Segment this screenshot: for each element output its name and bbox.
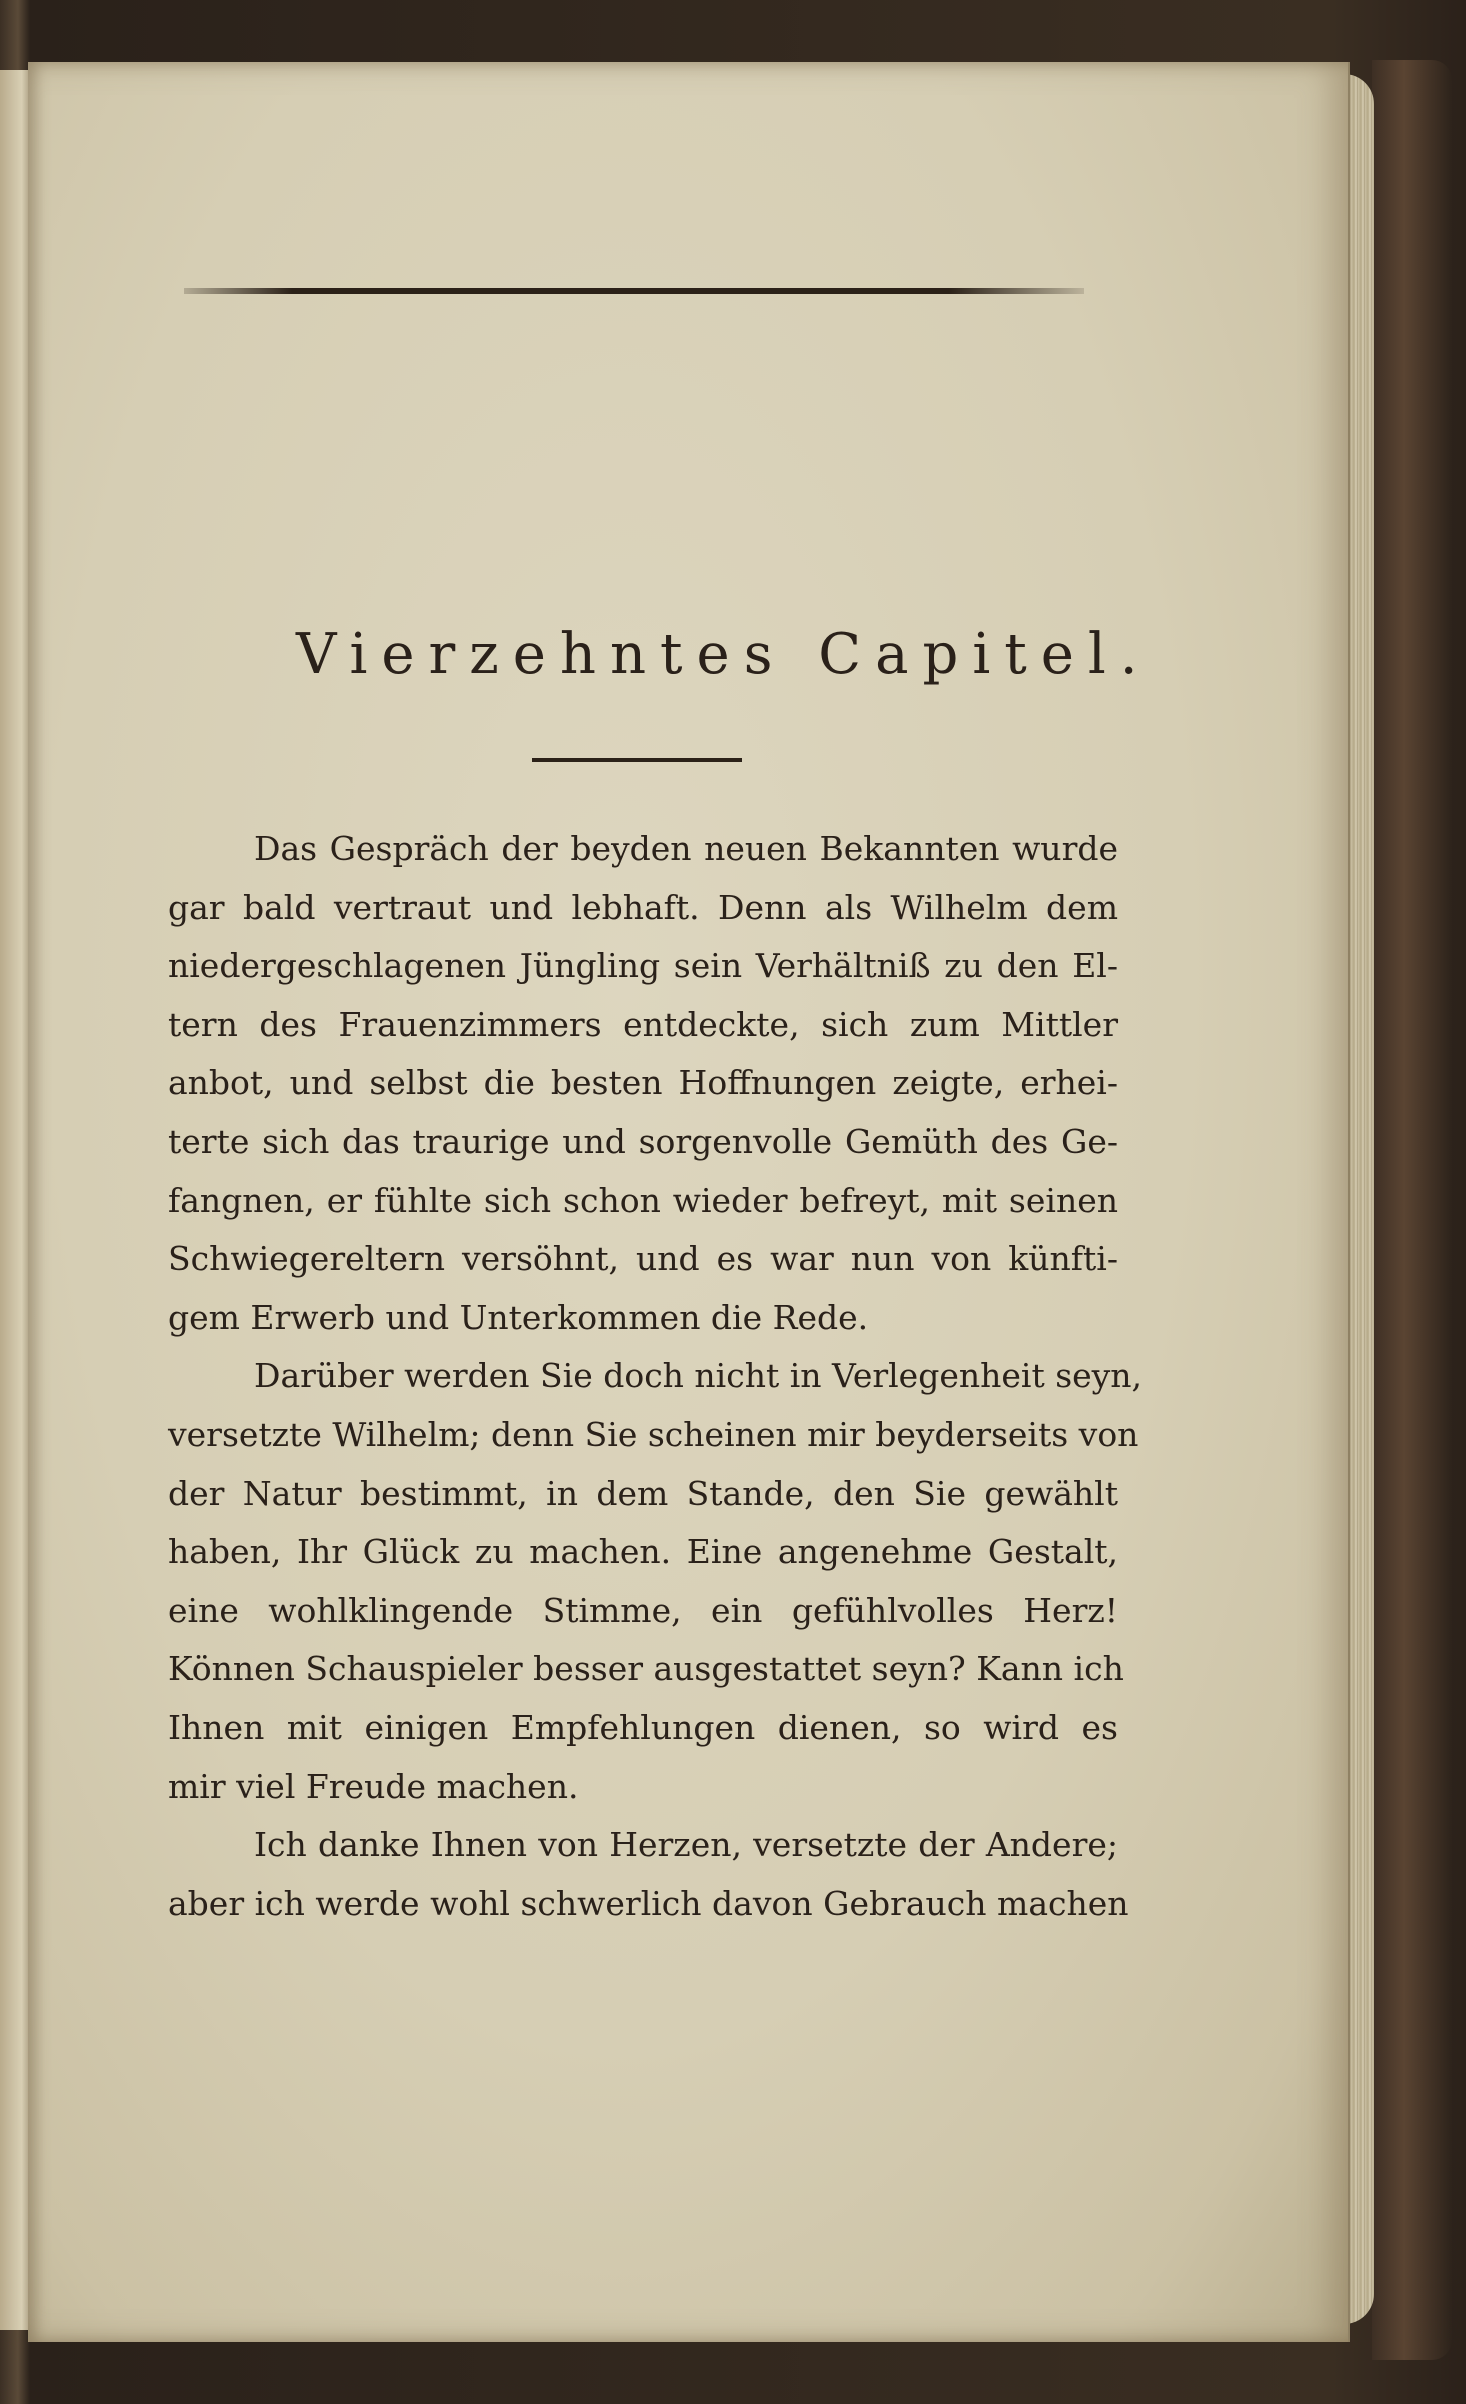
text-line: Darüber werden Sie doch nicht in Verlegenheit seyn, [254, 1356, 1143, 1396]
text-line: terte sich das traurige und sorgenvolle Gemüth des Ge- [168, 1121, 1118, 1161]
text-line: niedergeschlagenen Jüngling sein Verhältniß zu den El- [168, 946, 1118, 986]
text-line: Ihnen mit einigen Empfehlungen dienen, so wird es [168, 1707, 1118, 1747]
text-line: anbot, und selbst die besten Hoffnungen zeigte, erhei- [168, 1063, 1118, 1103]
text-line: der Natur bestimmt, in dem Stande, den Sie gewählt [168, 1473, 1118, 1513]
header-rule [184, 288, 1084, 294]
text-line: aber ich werde wohl schwerlich davon Gebrauch machen [168, 1883, 1129, 1923]
text-line: versetzte Wilhelm; denn Sie scheinen mir beyderseits von [168, 1414, 1139, 1454]
text-line: Das Gespräch der beyden neuen Bekannten wurde [254, 829, 1118, 868]
title-rule [532, 758, 742, 762]
text-line: Können Schauspieler besser ausgestattet seyn? Kann ich [168, 1649, 1124, 1689]
text-line: gar bald vertraut und lebhaft. Denn als Wilhelm dem [168, 887, 1118, 927]
text-line: Schwiegereltern versöhnt, und es war nun von künfti- [168, 1239, 1118, 1279]
book-cover-edge [1372, 60, 1452, 2360]
text-line: tern des Frauenzimmers entdeckte, sich zum Mittler [168, 1004, 1118, 1044]
text-line: gem Erwerb und Unterkommen die Rede. [168, 1297, 869, 1337]
body-text [168, 820, 1143, 1933]
text-line: haben, Ihr Glück zu machen. Eine angenehme Gestalt, [168, 1532, 1118, 1572]
text-line: fangnen, er fühlte sich schon wieder befreyt, mit seinen [168, 1180, 1118, 1220]
text-line: Ich danke Ihnen von Herzen, versetzte der Andere; [254, 1825, 1118, 1865]
chapter-title: Vierzehntes Capitel. [296, 622, 1152, 687]
text-line: eine wohlklingende Stimme, ein gefühlvolles Herz! [168, 1590, 1118, 1630]
text-line: mir viel Freude machen. [168, 1766, 579, 1806]
